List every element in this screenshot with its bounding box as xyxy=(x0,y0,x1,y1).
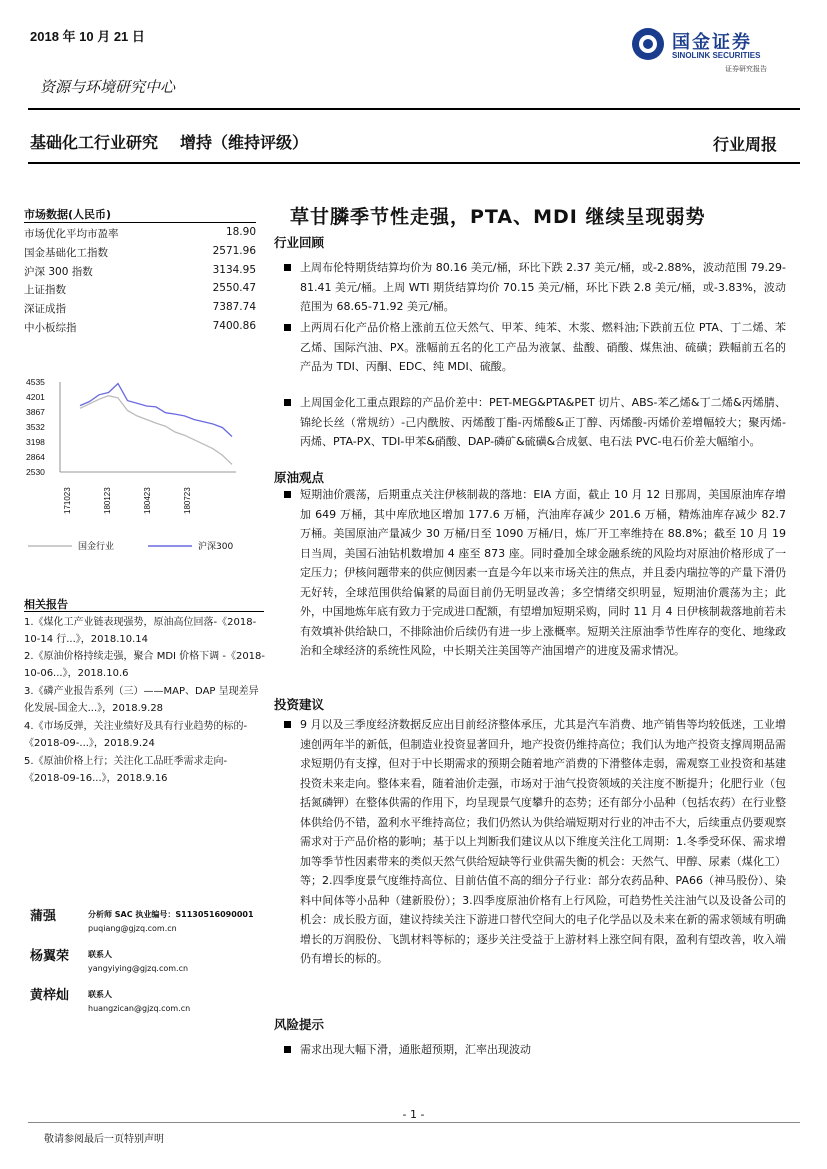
report-date: 2018 年 10 月 21 日 xyxy=(30,29,145,44)
index-line-chart xyxy=(24,370,260,565)
title-divider xyxy=(28,162,800,164)
industry-rating-line xyxy=(30,130,330,153)
analyst-email[interactable]: puqiang@gjzq.com.cn xyxy=(88,924,177,933)
page-number: - 1 - xyxy=(402,1108,425,1121)
analyst-email[interactable]: yangyiying@gjzq.com.cn xyxy=(88,964,189,973)
company-logo xyxy=(630,26,800,76)
analyst-info: 分析师 SAC 执业编号：S1130516090001 puqiang@gjzq.com.cn xyxy=(88,908,254,936)
analyst-email[interactable]: huangzican@gjzq.com.cn xyxy=(88,1004,191,1013)
logo-name-cn: 国金证券 xyxy=(672,32,752,53)
section-heading-advice: 投资建议 xyxy=(274,697,325,712)
related-report-item[interactable]: 2.《原油价格持续走强，聚合 MDI 价格下调 -《2018-10-06...》，2018.10.6 xyxy=(24,651,266,679)
bullet-icon xyxy=(284,264,291,271)
footer-divider xyxy=(28,1122,800,1123)
legend-label: 沪深300 xyxy=(198,542,234,552)
risk-paragraph: 需求出现大幅下滑，通胀超预期，汇率出现波动 xyxy=(300,1040,786,1060)
x-tick-label: 180123 xyxy=(103,487,112,514)
advice-paragraph: 9 月以及三季度经济数据反应出目前经济整体承压，尤其是汽车消费、地产销售等均较低迷，工业增速创两年半的新低，但制造业投资显著回升，地产投资仍维持高位；我们认为地产投资支撑周期品需求短期仍有支撑，但对于中长期需求的预期会随着地产消费的下滑整体走弱，需观察工业投资和基建投资未来走向。整体来看，随着油价走强，市场对于油气投资领域的关注度不断提升；化肥行业（包括氮磷钾）在整体供需的作用下，均呈现景气度攀升的态势；还有部分小品种（包括农药）在行业整体供给仍不错，盈利水平维持高位；我们仍然认为供给端短期对行业的冲击不大，后续重点仍要观察需求对于产品价格的影响；基于以上判断我们建议从以下维度关注化工周期：1.冬季受环保、需求增加等季节性因素带来的类似天然气供给短缺等行业供需失衡的机会：天然气、甲醇、尿素（煤化工）等；2.四季度景气度维持高位、目前估值不高的细分子行业：部分农药品种、PA66（神马股份）、染料中间体等小品种（建新股份）；3.四季度原油价格有上行风险，可趋势性关注油气以及设备公司的机会：成长股方面，建议持续关注下游进口替代空间大的电子化学品以及未来在新的需求领域有明确增长的万润股份、飞凯材料等标的；逐步关注受益于上游材料上涨空间有限，盈利有望改善，收入端仍有增长的标的。 xyxy=(300,715,786,969)
review-paragraph: 上周布伦特期货结算均价为 80.16 美元/桶，环比下跌 2.37 美元/桶，或-2.88%，波动范围 79.29-81.41 美元/桶。上周 WTI 期货结算均价 70.15 美元/桶，环比下跌 2.8 美元/桶，或-3.83%，波动范围为 68.65-71.92 美元/桶。 xyxy=(300,258,786,317)
analyst-info: 联系人 huangzican@gjzq.com.cn xyxy=(88,988,190,1016)
bullet-icon xyxy=(284,1046,291,1053)
y-tick-label: 4535 xyxy=(26,377,45,387)
y-tick-label: 3532 xyxy=(26,422,45,433)
related-report-item[interactable]: 4.《市场反弹，关注业绩好及具有行业趋势的标的-《2018-09-...》，2018.9.24 xyxy=(24,721,248,749)
market-row: 深证成指 7387.74 xyxy=(24,301,256,315)
analyst-name: 杨翼荣 xyxy=(30,949,70,964)
section-heading-risk: 风险提示 xyxy=(274,1017,325,1032)
document-type: 行业周报 xyxy=(712,135,777,154)
bullet-icon xyxy=(284,721,291,728)
market-row: 沪深 300 指数 3134.95 xyxy=(24,264,256,278)
y-tick-label: 3198 xyxy=(26,437,45,448)
bullet-icon xyxy=(284,491,291,498)
market-row: 中小板综指 7400.86 xyxy=(24,320,256,334)
market-row: 市场优化平均市盈率 18.90 xyxy=(24,226,256,240)
x-tick-label: 180723 xyxy=(183,487,192,514)
section-heading-oil: 原油观点 xyxy=(274,470,325,485)
market-row: 国金基础化工指数 2571.96 xyxy=(24,245,256,259)
analyst-name: 黄梓灿 xyxy=(30,988,70,1003)
header-divider xyxy=(28,108,800,110)
disclaimer-note: 敬请参阅最后一页特别声明 xyxy=(44,1134,164,1145)
industry-name: 基础化工行业研究 xyxy=(30,133,159,152)
x-tick-label: 180423 xyxy=(143,487,152,514)
related-report-item[interactable]: 3.《磷产业报告系列（三）——MAP、DAP 呈现差异化发展-国金大...》，2018.9.28 xyxy=(24,686,259,714)
logo-subtitle: 证券研究报告 xyxy=(725,65,767,73)
research-center: 资源与环境研究中心 xyxy=(40,78,176,96)
bullet-icon xyxy=(284,399,291,406)
y-tick-label: 2530 xyxy=(26,467,45,477)
series-line xyxy=(80,384,232,437)
rating: 增持（维持评级） xyxy=(180,133,309,152)
review-paragraph: 上两周石化产品价格上涨前五位天然气、甲苯、纯苯、木浆、燃料油;下跌前五位 PTA、丁二烯、苯乙烯、国际汽油、PX。涨幅前五名的化工产品为液氯、盐酸、硝酸、煤焦油、硫磺；跌幅前五名的产品为 TDI、丙酮、EDC、纯 MDI、硫酸。 xyxy=(300,318,786,377)
logo-mark-icon xyxy=(630,26,666,62)
section-heading-review: 行业回顾 xyxy=(274,235,325,250)
bullet-icon xyxy=(284,324,291,331)
market-data-heading: 市场数据(人民币) xyxy=(24,208,112,221)
market-row: 上证指数 2550.47 xyxy=(24,282,256,296)
related-report-item[interactable]: 1.《煤化工产业链表现强势，原油高位回落-《2018-10-14 行...》，2018.10.14 xyxy=(24,617,257,645)
related-report-item[interactable]: 5.《原油价格上行；关注化工品旺季需求走向-《2018-09-16...》，2018.9.16 xyxy=(24,756,228,784)
y-tick-label: 3867 xyxy=(26,406,45,417)
logo-name-en: SINOLINK SECURITIES xyxy=(672,51,761,60)
y-tick-label: 2864 xyxy=(26,452,45,463)
related-divider xyxy=(24,611,264,612)
series-line xyxy=(80,396,232,465)
report-title: 草甘膦季节性走强，PTA、MDI 继续呈现弱势 xyxy=(290,206,706,228)
related-reports-heading: 相关报告 xyxy=(24,598,68,611)
y-tick-label: 4201 xyxy=(26,391,45,402)
analyst-info: 联系人 yangyiying@gjzq.com.cn xyxy=(88,948,188,976)
review-paragraph: 上周国金化工重点跟踪的产品价差中：PET-MEG&PTA&PET 切片、ABS-苯乙烯&丁二烯&丙烯腈、锦纶长丝（常规纺）-己内酰胺、丙烯酸丁酯-丙烯酸&正丁醇、丙烯酸-丙烯价差增幅较大；聚丙烯-丙烯、PTA-PX、TDI-甲苯&硝酸、DAP-磷矿&硫磺&合成氨、电石法 PVC-电石价差大幅缩小。 xyxy=(300,393,786,452)
x-tick-label: 171023 xyxy=(63,487,72,514)
legend-label: 国金行业 xyxy=(78,542,115,552)
sidebar-divider xyxy=(24,222,256,223)
analyst-name: 蒲强 xyxy=(30,909,57,924)
oil-paragraph: 短期油价震荡，后期重点关注伊核制裁的落地：EIA 方面，截止 10 月 12 日那周，美国原油库存增加 649 万桶，其中库欣地区增加 177.6 万桶，汽油库存减少 201.6 万桶，精炼油库存减少 82.7 万桶。美国原油产量减少 30 万桶/日至 1090 万桶/日，炼厂开工率维持在 88.8%；截至 10 月 19 日当周，美国石油钻机数增加 4 座至 873 座。同时叠加全球金融系统的风险均对原油价格形成了一定压力；伊核问题带来的供应侧因素一直是今年以来市场关注的焦点，并且委内瑞拉等的产量下滑仍无好转，全球范围供给偏紧的局面目前仍无明显改善；多空情绪交织明显，短期油价震荡为主；此外，中国地炼年底有致力于完成进口配额，有望增加短期采购，同时 11 月 4 日伊核制裁落地前若未有效填补供给缺口，不排除油价后续仍有进一步上涨概率。短期关注原油季节性库存的变化、地缘政治和全球经济的系统性风险，中长期关注美国等产油国增产的进度及需求情况。 xyxy=(300,485,786,661)
